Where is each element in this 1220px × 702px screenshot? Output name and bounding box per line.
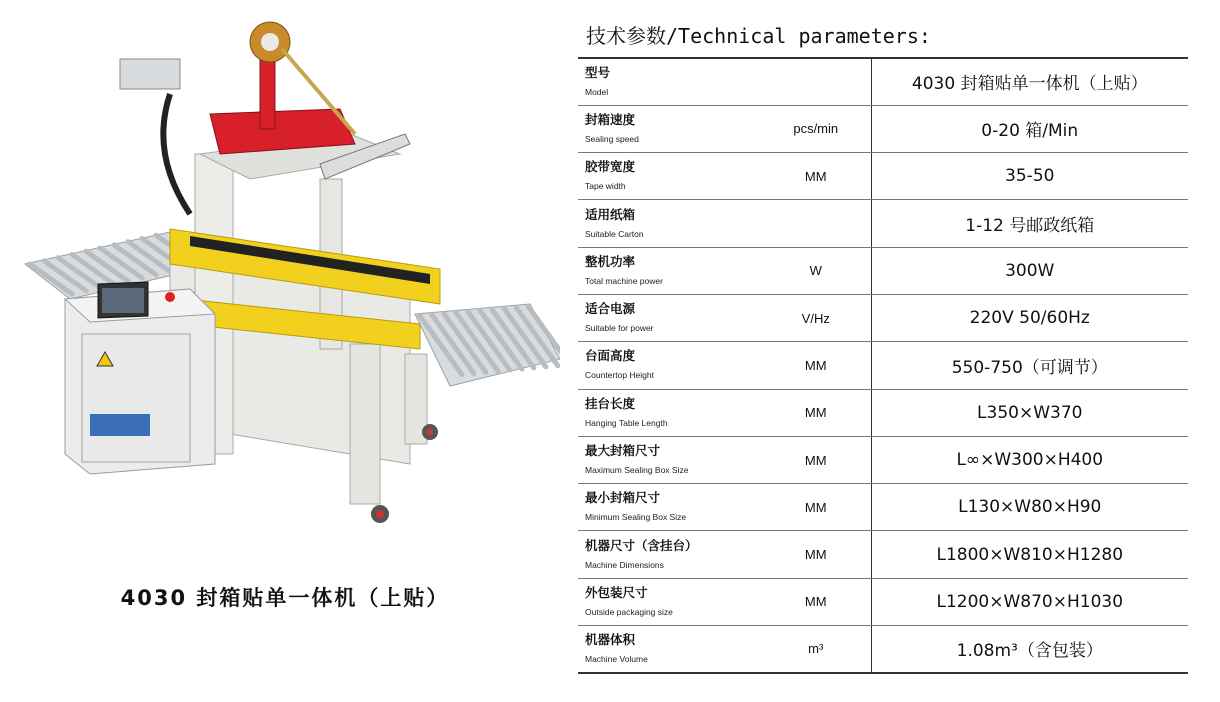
param-name-cn: 最大封箱尺寸: [585, 443, 661, 459]
spec-row: [578, 342, 1188, 389]
unit-cell: MM: [761, 153, 871, 200]
spec-row: [578, 58, 1188, 105]
value-cell: 1.08m³（含包装）: [871, 626, 1188, 673]
param-cell: [578, 578, 761, 625]
param-name-cn: 适用纸箱: [585, 206, 636, 222]
unit-cell: MM: [761, 531, 871, 578]
value-cell: 220V 50/60Hz: [871, 294, 1188, 341]
param-name-en: Sealing speed: [585, 133, 639, 144]
param-cell: [578, 105, 761, 152]
param-name-en: Model: [585, 86, 609, 97]
param-name-cn: 机器体积: [585, 631, 636, 647]
value-cell: 300W: [871, 247, 1188, 294]
spec-row: [578, 389, 1188, 436]
param-name-en: Tape width: [585, 181, 626, 192]
value-cell: L∞×W300×H400: [871, 436, 1188, 483]
param-name-cn: 机器尺寸（含挂台）: [585, 537, 698, 553]
param-name-en: Outside packaging size: [585, 606, 673, 617]
case-sealer-illustration: [20, 14, 560, 534]
spec-row: [578, 105, 1188, 152]
param-name-cn: 封箱速度: [585, 111, 636, 127]
spec-row: [578, 626, 1188, 673]
spec-row: [578, 247, 1188, 294]
param-name-cn: 台面高度: [585, 348, 636, 364]
param-cell: [578, 58, 761, 105]
value-cell: L130×W80×H90: [871, 484, 1188, 531]
unit-cell: [761, 58, 871, 105]
product-image: [20, 14, 560, 534]
param-cell: [578, 153, 761, 200]
param-name-en: Machine Volume: [585, 653, 648, 664]
right-roller-conveyor: [415, 304, 560, 386]
spec-row: [578, 153, 1188, 200]
param-name-cn: 外包装尺寸: [585, 584, 648, 600]
param-cell: [578, 200, 761, 247]
param-cell: [578, 247, 761, 294]
param-name-en: Machine Dimensions: [585, 559, 664, 570]
param-name-en: Suitable for power: [585, 323, 654, 334]
nameplate: [90, 414, 150, 436]
value-cell: L350×W370: [871, 389, 1188, 436]
control-cabinet: [65, 282, 215, 474]
param-name-en: Hanging Table Length: [585, 417, 668, 428]
value-cell: 4030 封箱贴单一体机（上贴）: [871, 58, 1188, 105]
spec-row: [578, 578, 1188, 625]
param-name-en: Countertop Height: [585, 370, 654, 381]
unit-cell: V/Hz: [761, 294, 871, 341]
spec-table: [578, 57, 1188, 674]
param-cell: [578, 626, 761, 673]
param-name-cn: 整机功率: [585, 253, 636, 269]
unit-cell: MM: [761, 578, 871, 625]
emergency-stop-icon: [165, 292, 175, 302]
param-name-en: Maximum Sealing Box Size: [585, 465, 689, 476]
param-name-en: Total machine power: [585, 275, 663, 286]
unit-cell: [761, 200, 871, 247]
param-cell: [578, 389, 761, 436]
unit-cell: MM: [761, 342, 871, 389]
param-name-cn: 最小封箱尺寸: [585, 490, 661, 506]
param-name-en: Suitable Carton: [585, 228, 644, 239]
param-cell: [578, 484, 761, 531]
spec-row: [578, 484, 1188, 531]
param-name-en: Minimum Sealing Box Size: [585, 512, 687, 523]
spec-row: [578, 294, 1188, 341]
unit-cell: MM: [761, 436, 871, 483]
param-cell: [578, 294, 761, 341]
param-name-cn: 挂台长度: [585, 395, 636, 411]
param-name-cn: 适合电源: [585, 301, 636, 317]
product-caption: 4030 封箱贴单一体机（上贴）: [120, 586, 450, 610]
value-cell: L1800×W810×H1280: [871, 531, 1188, 578]
value-cell: 1-12 号邮政纸箱: [871, 200, 1188, 247]
spec-row: [578, 531, 1188, 578]
value-cell: 0-20 箱/Min: [871, 105, 1188, 152]
spec-heading: 技术参数/Technical parameters:: [586, 24, 931, 48]
spec-row: [578, 436, 1188, 483]
param-cell: [578, 531, 761, 578]
param-cell: [578, 436, 761, 483]
unit-cell: pcs/min: [761, 105, 871, 152]
param-name-cn: 胶带宽度: [585, 159, 636, 175]
unit-cell: MM: [761, 484, 871, 531]
value-cell: L1200×W870×H1030: [871, 578, 1188, 625]
unit-cell: W: [761, 247, 871, 294]
value-cell: 35-50: [871, 153, 1188, 200]
param-cell: [578, 342, 761, 389]
param-name-cn: 型号: [585, 64, 611, 80]
value-cell: 550-750（可调节）: [871, 342, 1188, 389]
spec-row: [578, 200, 1188, 247]
unit-cell: MM: [761, 389, 871, 436]
unit-cell: m³: [761, 626, 871, 673]
